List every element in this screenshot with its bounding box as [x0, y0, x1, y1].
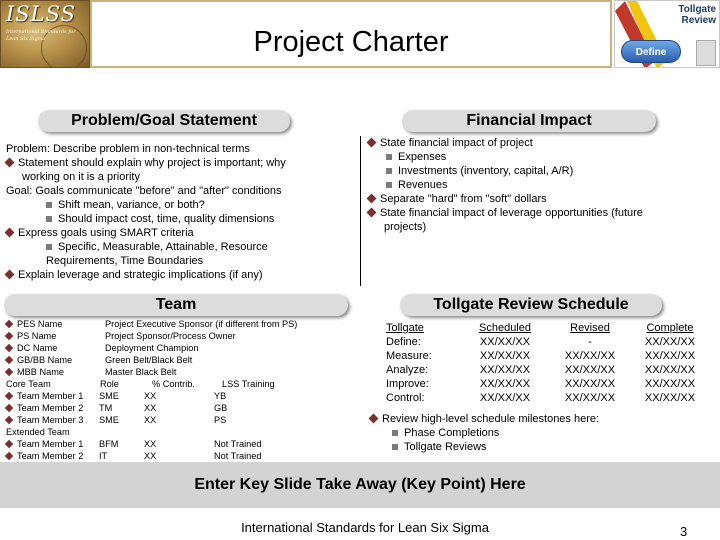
diamond-bullet-icon [367, 138, 377, 148]
schedule-row [386, 391, 716, 405]
list-item-text: State financial impact of leverage opportunities (future [380, 207, 643, 219]
list-item-text: Express goals using SMART criteria [18, 227, 194, 239]
schedule-subnote: Phase Completions [404, 427, 500, 439]
list-item [370, 412, 710, 426]
team-role-row [6, 354, 358, 366]
schedule-cell: XX/XX/XX [479, 364, 531, 376]
schedule-row [386, 363, 716, 377]
team-cell: Not Trained [214, 439, 262, 449]
define-button[interactable]: Define [621, 40, 681, 63]
schedule-cell: XX/XX/XX [564, 350, 616, 362]
diamond-bullet-icon [5, 368, 13, 376]
panel-edge [696, 40, 716, 66]
team-cell: XX [144, 439, 157, 449]
list-item-text: Goal: Goals communicate "before" and "after" conditions [6, 185, 282, 197]
schedule-cell: XX/XX/XX [644, 392, 696, 404]
team-list [6, 318, 358, 462]
list-item [6, 268, 356, 282]
schedule-cell: XX/XX/XX [644, 336, 696, 348]
team-cell: SME [99, 415, 119, 425]
problem-goal-list [6, 142, 356, 282]
list-item-text: Problem: Describe problem in non-technical terms [6, 143, 250, 155]
team-role-row [6, 342, 358, 354]
schedule-cell: XX/XX/XX [479, 336, 531, 348]
team-cell: Team Member 3 [17, 415, 84, 425]
team-cell: PS [214, 415, 227, 425]
list-item [6, 142, 356, 156]
team-cell: TM [99, 403, 113, 413]
team-cell: Extended Team [6, 427, 70, 437]
list-item-text: working on it is a priority [22, 171, 140, 183]
financial-impact-heading: Financial Impact [402, 110, 656, 132]
page-number: 3 [680, 524, 688, 539]
core-team-row [6, 402, 358, 414]
schedule-row [386, 335, 716, 349]
problem-goal-heading: Problem/Goal Statement [38, 110, 290, 132]
list-item-text: Shift mean, variance, or both? [58, 199, 205, 211]
extended-team-row [6, 450, 358, 462]
diamond-bullet-icon [5, 344, 13, 352]
key-takeaway-text[interactable]: Enter Key Slide Take Away (Key Point) Here [194, 476, 526, 493]
list-item [6, 212, 356, 226]
team-cell: XX [144, 391, 157, 401]
diamond-bullet-icon [5, 320, 13, 328]
schedule-header-row [386, 321, 716, 335]
schedule-column-header: Complete [646, 322, 694, 334]
team-cell: Green Belt/Black Belt [105, 355, 193, 365]
schedule-table [386, 321, 716, 405]
list-item [6, 240, 356, 254]
schedule-cell: XX/XX/XX [644, 350, 696, 362]
list-item [6, 226, 356, 240]
list-item-text: Specific, Measurable, Attainable, Resource [58, 241, 268, 253]
diamond-bullet-icon [5, 228, 15, 238]
schedule-cell: XX/XX/XX [479, 392, 531, 404]
list-item [368, 164, 713, 178]
page-title: Project Charter [253, 26, 449, 58]
schedule-note: Review high-level schedule milestones here: [382, 413, 600, 425]
diamond-bullet-icon [367, 194, 377, 204]
team-cell: Master Black Belt [105, 367, 177, 377]
team-cell: GB/BB Name [17, 355, 73, 365]
diamond-bullet-icon [5, 452, 13, 460]
schedule-cell: XX/XX/XX [479, 378, 531, 390]
team-cell: XX [144, 451, 157, 461]
schedule-cell: Measure: [386, 350, 432, 362]
diamond-bullet-icon [5, 356, 13, 364]
list-item [6, 254, 356, 268]
team-cell: Core Team [6, 379, 51, 389]
schedule-column-header: Revised [570, 322, 610, 334]
schedule-cell: Define: [386, 336, 421, 348]
schedule-notes [370, 412, 710, 454]
list-item [368, 178, 713, 192]
schedule-cell: - [588, 336, 592, 348]
team-cell: Team Member 2 [17, 403, 84, 413]
list-item [370, 426, 710, 440]
list-item [368, 150, 713, 164]
schedule-cell: Control: [386, 392, 425, 404]
logo-subtitle: International Standards for Lean Six Sigma [6, 29, 76, 42]
team-heading: Team [4, 294, 348, 316]
team-cell: PES Name [17, 319, 63, 329]
team-cell: Deployment Champion [105, 343, 199, 353]
team-cell: XX [144, 415, 157, 425]
schedule-column-header: Tollgate [386, 322, 424, 334]
list-item [368, 136, 713, 150]
list-item-text: Investments (inventory, capital, A/R) [398, 165, 574, 177]
schedule-row [386, 349, 716, 363]
list-item [6, 198, 356, 212]
diamond-bullet-icon [5, 270, 15, 280]
schedule-cell: XX/XX/XX [564, 392, 616, 404]
team-role-row [6, 330, 358, 342]
list-item [370, 440, 710, 454]
schedule-cell: Improve: [386, 378, 429, 390]
list-item [6, 184, 356, 198]
team-cell: Not Trained [214, 451, 262, 461]
team-cell: PS Name [17, 331, 57, 341]
diamond-bullet-icon [369, 414, 379, 424]
tollgate-schedule-heading: Tollgate Review Schedule [400, 294, 662, 316]
list-item-text: Explain leverage and strategic implications (if any) [18, 269, 263, 281]
financial-impact-list [368, 136, 713, 234]
square-bullet-icon [392, 430, 398, 436]
tollgate-review-label: Tollgate Review [678, 4, 716, 26]
footer-text: International Standards for Lean Six Sigma [241, 520, 489, 535]
team-cell: Project Executive Sponsor (if different from PS) [105, 319, 298, 329]
square-bullet-icon [46, 202, 52, 208]
square-bullet-icon [386, 182, 392, 188]
team-cell: GB [214, 403, 228, 413]
list-item-text: Requirements, Time Boundaries [46, 255, 204, 267]
schedule-cell: XX/XX/XX [644, 378, 696, 390]
team-cell: BFM [99, 439, 119, 449]
team-cell: Team Member 1 [17, 439, 84, 449]
team-cell: Project Sponsor/Process Owner [105, 331, 236, 341]
schedule-row [386, 377, 716, 391]
team-role-row [6, 366, 358, 378]
list-item-text: Revenues [398, 179, 448, 191]
list-item-text: State financial impact of project [380, 137, 533, 149]
schedule-cell: XX/XX/XX [564, 378, 616, 390]
square-bullet-icon [386, 154, 392, 160]
team-cell: XX [144, 403, 157, 413]
diamond-bullet-icon [5, 332, 13, 340]
list-item-text: Separate "hard" from "soft" dollars [380, 193, 547, 205]
schedule-column-header: Scheduled [479, 322, 531, 334]
team-cell: Role [100, 379, 119, 389]
diamond-bullet-icon [5, 404, 13, 412]
team-cell: % Contrib. [152, 379, 195, 389]
team-cell: Team Member 1 [17, 391, 84, 401]
extended-team-header [6, 426, 358, 438]
logo-title: ISLSS [6, 2, 77, 26]
diamond-bullet-icon [5, 392, 13, 400]
square-bullet-icon [392, 444, 398, 450]
diamond-bullet-icon [5, 416, 13, 424]
diamond-bullet-icon [5, 440, 13, 448]
team-cell: IT [99, 451, 108, 461]
core-team-row [6, 390, 358, 402]
extended-team-row [6, 438, 358, 450]
list-item-text: Expenses [398, 151, 447, 163]
square-bullet-icon [46, 216, 52, 222]
schedule-cell: XX/XX/XX [644, 364, 696, 376]
square-bullet-icon [386, 168, 392, 174]
team-cell: Team Member 2 [17, 451, 84, 461]
list-item [6, 170, 356, 184]
team-cell: MBB Name [17, 367, 64, 377]
team-cell: YB [214, 391, 227, 401]
schedule-subnote: Tollgate Reviews [404, 441, 487, 453]
schedule-cell: XX/XX/XX [479, 350, 531, 362]
list-item [368, 206, 713, 220]
list-item [368, 220, 713, 234]
schedule-cell: Analyze: [386, 364, 429, 376]
team-role-row [6, 318, 358, 330]
core-team-row [6, 414, 358, 426]
team-cell: DC Name [17, 343, 58, 353]
list-item [368, 192, 713, 206]
list-item [6, 156, 356, 170]
schedule-cell: XX/XX/XX [564, 364, 616, 376]
team-cell: LSS Training [222, 379, 275, 389]
square-bullet-icon [46, 244, 52, 250]
diamond-bullet-icon [367, 208, 377, 218]
diamond-bullet-icon [5, 158, 15, 168]
list-item-text: Should impact cost, time, quality dimensions [58, 213, 275, 225]
list-item-text: projects) [384, 221, 427, 233]
core-team-header [6, 378, 358, 390]
list-item-text: Statement should explain why project is important; why [18, 157, 286, 169]
team-cell: SME [99, 391, 119, 401]
divider [360, 136, 361, 286]
